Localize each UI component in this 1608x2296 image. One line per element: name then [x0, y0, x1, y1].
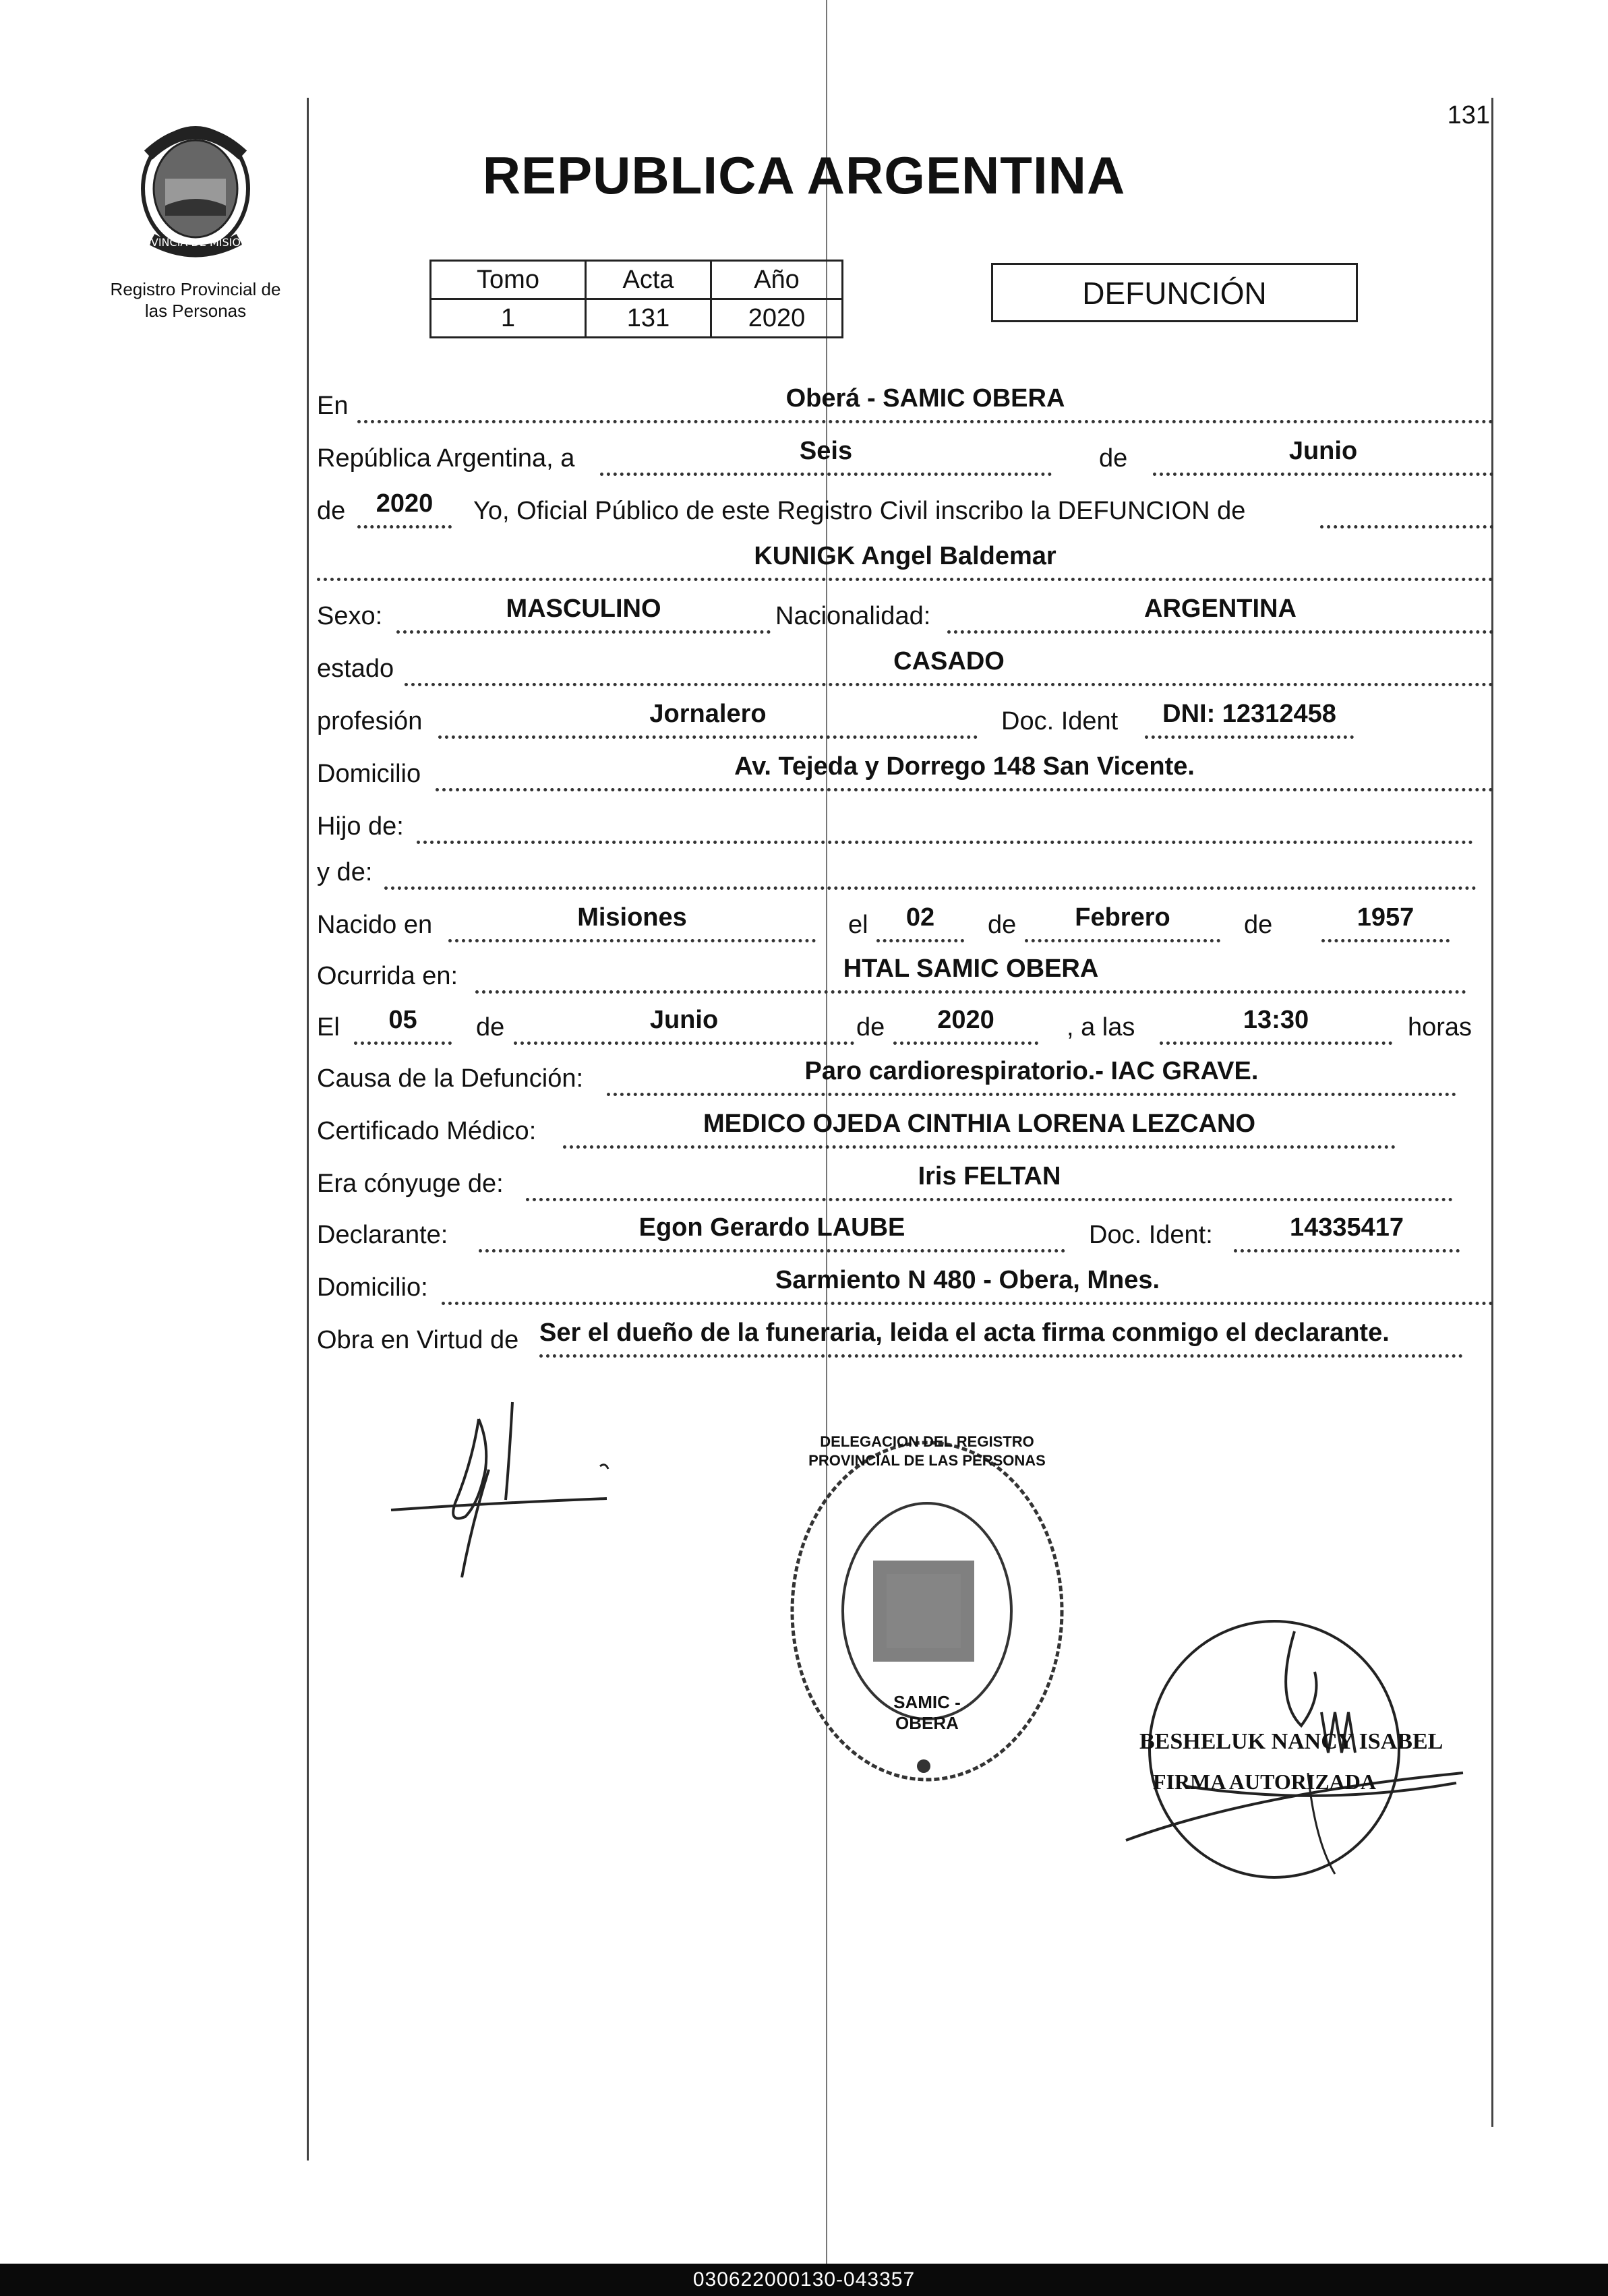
label-yo: Yo, Oficial Público de este Registro Civil inscribo la DEFUNCION de	[473, 497, 1246, 525]
row-declarante	[317, 1213, 1493, 1254]
row-y-de	[317, 851, 1493, 891]
document-type: DEFUNCIÓN	[991, 263, 1358, 322]
label-causa: Causa de la Defunción:	[317, 1064, 584, 1093]
value-tomo: 1	[431, 299, 586, 338]
field-obra	[539, 1314, 1463, 1358]
field-anio	[357, 485, 452, 528]
field-doc	[1145, 695, 1354, 739]
field-def-anio	[893, 1001, 1038, 1045]
row-obra	[317, 1319, 1493, 1359]
value-domicilio-declarante: Sarmiento N 480 - Obera, Mnes.	[775, 1266, 1160, 1294]
registry-line-2: las Personas	[144, 301, 247, 321]
value-certificado: MEDICO OJEDA CINTHIA LORENA LEZCANO	[703, 1110, 1256, 1138]
label-en: En	[317, 392, 349, 420]
field-certificado	[563, 1105, 1396, 1149]
tomo-acta-table	[429, 260, 843, 338]
field-domicilio	[436, 748, 1493, 791]
label-ocurrida-en: Ocurrida en:	[317, 962, 458, 990]
value-doc: DNI: 12312458	[1162, 700, 1336, 728]
field-nac-anio	[1321, 899, 1450, 942]
page-title: REPUBLICA ARGENTINA	[482, 146, 1126, 205]
official-role: FIRMA AUTORIZADA	[1153, 1770, 1376, 1794]
row-nacimiento	[317, 903, 1493, 944]
declarant-signature-icon	[384, 1389, 627, 1591]
table-header-row	[431, 261, 843, 299]
field-def-mes	[514, 1001, 854, 1045]
delegation-stamp	[785, 1432, 1069, 1790]
value-def-dia: 05	[388, 1006, 417, 1034]
field-conyuge	[526, 1157, 1453, 1201]
value-ano: 2020	[711, 299, 843, 338]
label-de-2: de	[317, 497, 346, 525]
row-domicilio	[317, 752, 1493, 793]
row-profesion	[317, 700, 1493, 740]
row-lugar	[317, 384, 1493, 425]
field-yo-trail	[1320, 485, 1493, 528]
value-nac-dia: 02	[905, 903, 935, 932]
field-nac-dia	[876, 899, 964, 942]
value-anio: 2020	[376, 489, 434, 518]
label-de-n2: de	[1244, 911, 1273, 939]
value-doc-declarante: 14335417	[1289, 1213, 1404, 1242]
seal-text: PROVINCIA DE MISIONES	[128, 236, 263, 249]
label-de-n1: de	[988, 911, 1017, 939]
row-anio	[317, 489, 1493, 530]
footer-code: 030622000130-043357	[0, 2264, 1608, 2296]
field-causa	[607, 1052, 1456, 1096]
value-nombre: KUNIGK Angel Baldemar	[754, 542, 1056, 570]
value-lugar: Oberá - SAMIC OBERA	[785, 384, 1065, 413]
field-doc-declarante	[1234, 1209, 1460, 1252]
label-nacionalidad: Nacionalidad:	[775, 602, 931, 630]
label-domicilio: Domicilio	[317, 760, 421, 788]
field-nac-mes	[1025, 899, 1220, 942]
row-sexo	[317, 595, 1493, 635]
label-conyuge: Era cónyuge de:	[317, 1170, 504, 1198]
value-ocurrida-en: HTAL SAMIC OBERA	[843, 955, 1099, 983]
value-obra: Ser el dueño de la funeraria, leida el acta firma conmigo el declarante.	[539, 1319, 1390, 1347]
row-hijo-de	[317, 805, 1493, 845]
field-hijo-de	[417, 800, 1473, 844]
label-domicilio-2: Domicilio:	[317, 1273, 428, 1302]
row-nombre	[317, 542, 1493, 582]
header-ano: Año	[711, 261, 843, 299]
value-estado: CASADO	[893, 647, 1005, 675]
label-el-cap: El	[317, 1013, 340, 1041]
official-stamp	[1119, 1618, 1483, 1901]
page-number: 131	[1447, 101, 1490, 129]
label-profesion: profesión	[317, 707, 423, 735]
label-de: de	[1099, 444, 1128, 473]
stamp-ring-text: DELEGACION DEL REGISTRO PROVINCIAL DE LAS PERSONAS	[808, 1433, 1046, 1469]
field-declarante	[479, 1209, 1065, 1252]
label-de-o1: de	[476, 1013, 505, 1041]
value-def-hora: 13:30	[1243, 1006, 1309, 1034]
field-def-dia	[354, 1001, 452, 1045]
header-acta: Acta	[586, 261, 711, 299]
label-a-las: , a las	[1067, 1013, 1135, 1041]
value-sexo: MASCULINO	[506, 595, 661, 623]
row-causa	[317, 1057, 1493, 1097]
row-ocurrida	[317, 955, 1493, 995]
label-y-de: y de:	[317, 858, 373, 886]
label-horas: horas	[1408, 1013, 1472, 1041]
value-nacido-en: Misiones	[577, 903, 687, 932]
row-conyuge	[317, 1162, 1493, 1203]
label-sexo: Sexo:	[317, 602, 383, 630]
field-dia-letras	[600, 432, 1052, 476]
value-conyuge: Iris FELTAN	[918, 1162, 1061, 1190]
field-nombre	[317, 537, 1493, 581]
header-tomo: Tomo	[431, 261, 586, 299]
value-nac-mes: Febrero	[1075, 903, 1170, 932]
field-ocurrida-en	[475, 950, 1466, 994]
stamp-center-text: SAMIC - OBERA	[893, 1692, 961, 1733]
label-el: el	[848, 911, 868, 939]
row-fecha-defuncion	[317, 1006, 1493, 1046]
field-mes	[1153, 432, 1493, 476]
value-profesion: Jornalero	[649, 700, 767, 728]
row-domicilio-declarante	[317, 1266, 1493, 1306]
row-fecha	[317, 437, 1493, 477]
official-name: BESHELUK NANCY ISABEL	[1139, 1729, 1443, 1754]
value-def-mes: Junio	[649, 1006, 719, 1034]
label-de-o2: de	[856, 1013, 885, 1041]
label-estado: estado	[317, 655, 394, 683]
registry-line-1: Registro Provincial de	[110, 279, 281, 299]
label-doc-ident-2: Doc. Ident:	[1089, 1221, 1213, 1249]
row-certificado	[317, 1110, 1493, 1150]
label-declarante: Declarante:	[317, 1221, 448, 1249]
field-lugar	[357, 380, 1493, 423]
field-domicilio-declarante	[442, 1261, 1493, 1305]
value-def-anio: 2020	[937, 1006, 994, 1034]
label-nacido-en: Nacido en	[317, 911, 433, 939]
field-nacionalidad	[947, 590, 1493, 634]
value-nac-anio: 1957	[1357, 903, 1415, 932]
value-acta: 131	[586, 299, 711, 338]
value-dia-letras: Seis	[799, 437, 853, 465]
field-def-hora	[1160, 1001, 1392, 1045]
label-hijo-de: Hijo de:	[317, 812, 404, 841]
label-doc-ident: Doc. Ident	[1001, 707, 1119, 735]
label-republica: República Argentina, a	[317, 444, 575, 473]
label-certificado: Certificado Médico:	[317, 1117, 537, 1145]
value-domicilio: Av. Tejeda y Dorrego 148 San Vicente.	[734, 752, 1195, 781]
field-profesion	[438, 695, 978, 739]
field-y-de	[384, 846, 1477, 890]
field-nacido-en	[448, 899, 816, 942]
table-row	[431, 299, 843, 338]
row-estado	[317, 647, 1493, 688]
field-sexo	[396, 590, 771, 634]
value-causa: Paro cardiorespiratorio.- IAC GRAVE.	[804, 1057, 1259, 1085]
registry-name	[88, 278, 303, 322]
value-mes: Junio	[1288, 437, 1358, 465]
field-estado	[405, 642, 1493, 686]
label-obra: Obra en Virtud de	[317, 1326, 519, 1354]
left-margin-line	[307, 98, 309, 2161]
value-declarante: Egon Gerardo LAUBE	[638, 1213, 905, 1242]
value-nacionalidad: ARGENTINA	[1144, 595, 1297, 623]
